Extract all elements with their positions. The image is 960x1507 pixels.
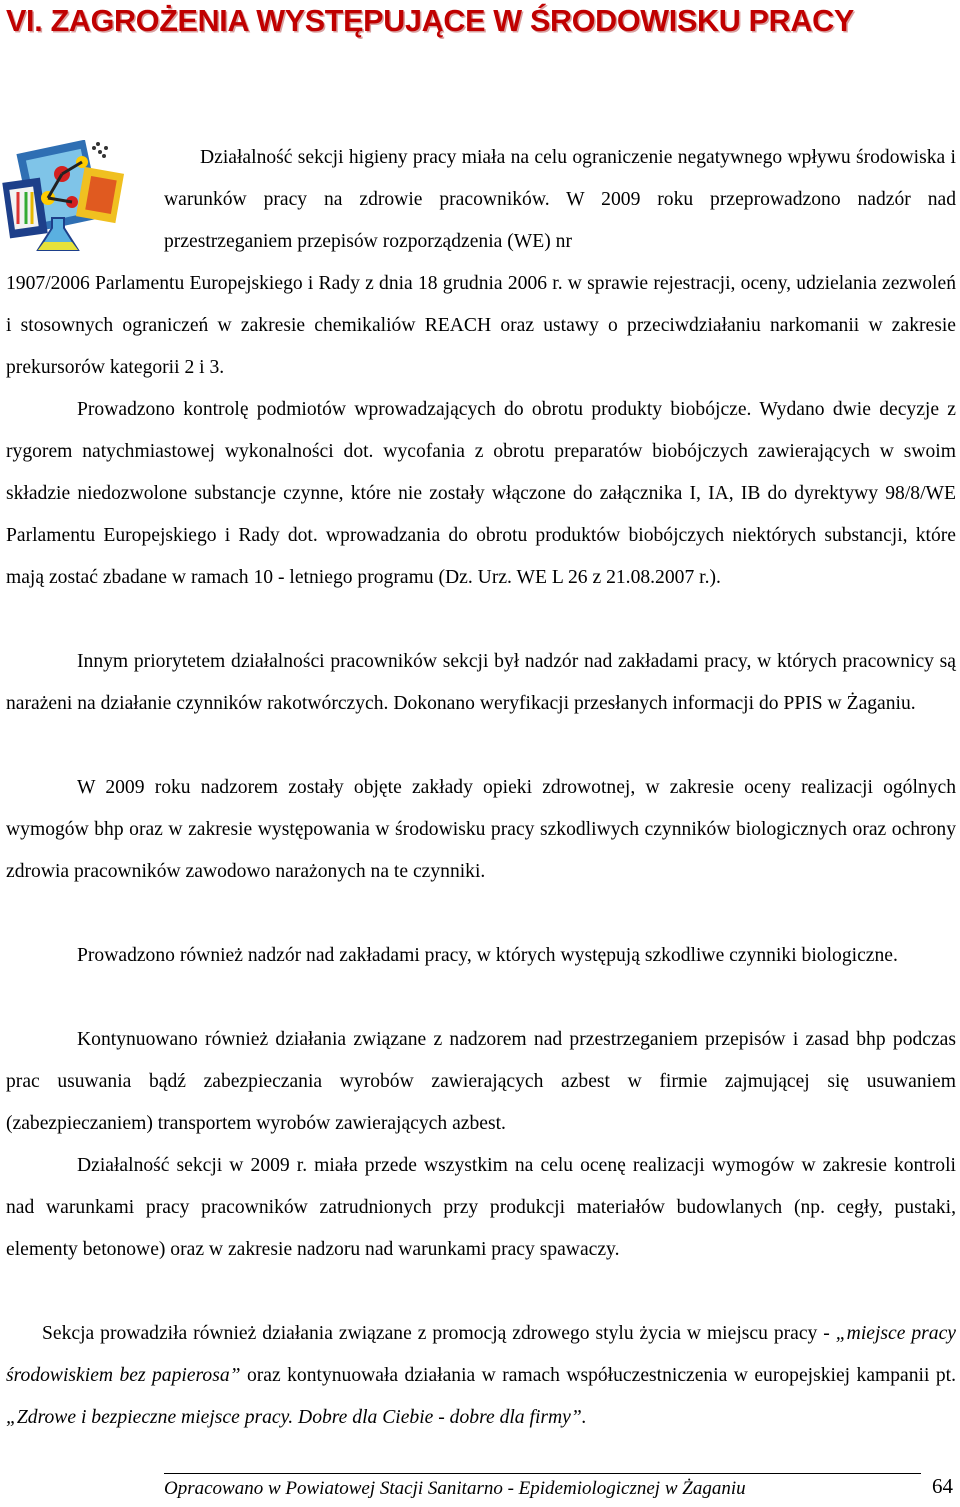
health-promotion-text-a: Sekcja prowadziła również działania związane z promocją zdrowego stylu życia w miejscu pracy - [42, 1323, 836, 1344]
campaign-quote-smokefree: „miejsce pracy środowiskiem bez papierosa” [6, 1323, 956, 1386]
biological-factors-paragraph: Prowadzono również nadzór nad zakładami pracy, w których występują szkodliwe czynniki biologiczne. [77, 945, 898, 966]
intro-paragraph-continuation: 1907/2006 Parlamentu Europejskiego i Rady z dnia 18 grudnia 2006 r. w sprawie rejestracji, oceny, udzielania zezwoleń i stosownych ograniczeń w zakresie chemikaliów REACH oraz ustawy o przeciwdziałaniu narkomanii w zakresie prekursorów kategorii 2 i 3. [6, 273, 956, 378]
footer-divider [164, 1473, 921, 1474]
building-materials-paragraph: Działalność sekcji w 2009 r. miała przede wszystkim na celu ocenę realizacji wymogów w zakresie kontroli nad warunkami pracy pracowników zatrudnionych przy produkcji materiałów budowlanych (np. cegły, pustaki, elementy betonowe) oraz w zakresie nadzoru nad warunkami pracy spawaczy. [6, 1155, 956, 1260]
carcinogens-paragraph: Innym priorytetem działalności pracowników sekcji był nadzór nad zakładami pracy, w których pracownicy są narażeni na działanie czynników rakotwórczych. Dokonano weryfikacji przesłanych informacji do PPIS w Żaganiu. [6, 651, 956, 714]
biocides-paragraph: Prowadzono kontrolę podmiotów wprowadzających do obrotu produkty biobójcze. Wydano dwie decyzje z rygorem natychmiastowej wykonalności dot. wycofania z obrotu preparatów biobójczych zawierających w swoim składzie niedozwolone substancje czynne, które nie zostały włączone do załącznika I, IA, IB do dyrektywy 98/8/WE Parlamentu Europejskiego i Rady dot. wprowadzania do obrotu produktów biobójczych niektórych substancji, które mają zostać zbadane w ramach 10 - letniego programu (Dz. Urz. WE L 26 z 21.08.2007 r.). [6, 399, 956, 588]
healthcare-paragraph: W 2009 roku nadzorem zostały objęte zakłady opieki zdrowotnej, w zakresie oceny realizacji ogólnych wymogów bhp oraz w zakresie występowania w środowisku pracy szkodliwych czynników biologicznych oraz ochrony zdrowia pracowników zawodowo narażonych na te czynniki. [6, 777, 956, 882]
page-number: 64 [932, 1474, 953, 1498]
campaign-quote-eu: „Zdrowe i bezpieczne miejsce pracy. Dobre dla Ciebie - dobre dla firmy”. [6, 1407, 587, 1428]
laboratory-chemistry-clipart-icon [2, 140, 134, 258]
health-promotion-paragraph [6, 1313, 956, 1439]
intro-paragraph-wrapped: Działalność sekcji higieny pracy miała na celu ograniczenie negatywnego wpływu środowiska i warunków pracy na zdrowie pracowników. W 2009 roku przeprowadzono nadzór nad przestrzeganiem przepisów rozporządzenia (WE) nr [164, 147, 956, 252]
asbestos-paragraph: Kontynuowano również działania związane z nadzorem nad przestrzeganiem przepisów i zasad bhp podczas prac usuwania bądź zabezpieczania wyrobów zawierających azbest w firmie zajmującej się usuwaniem (zabezpieczaniem) transportem wyrobów zawierających azbest. [6, 1029, 956, 1134]
footer-text: Opracowano w Powiatowej Stacji Sanitarno - Epidemiologicznej w Żaganiu [164, 1478, 746, 1499]
section-heading: VI. ZAGROŻENIA WYSTĘPUJĄCE W ŚRODOWISKU PRACY [6, 4, 854, 38]
health-promotion-text-b: oraz kontynuowała działania w ramach współuczestniczenia w europejskiej kampanii pt. [240, 1365, 956, 1386]
